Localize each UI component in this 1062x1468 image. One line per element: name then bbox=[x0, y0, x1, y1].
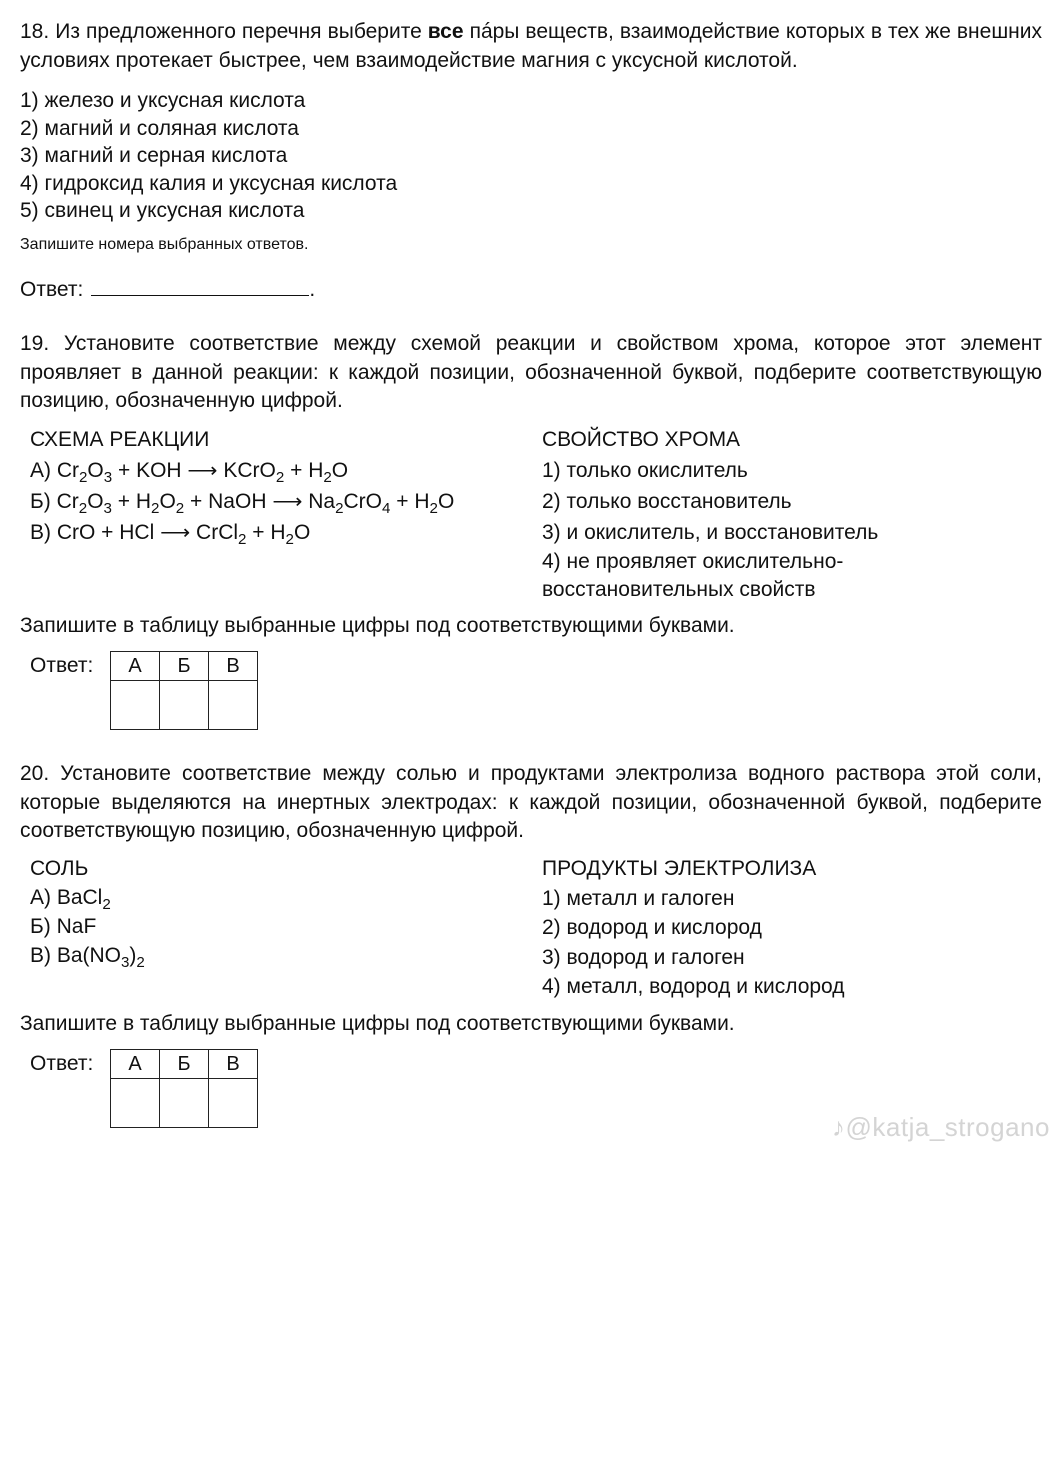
column-header-a: А bbox=[111, 1050, 160, 1079]
product-3: 3) водород и галоген bbox=[542, 945, 745, 969]
question-18-instruction: Запишите номера выбранных ответов. bbox=[20, 236, 309, 253]
question-text-part: Установите соответствие между солью и продуктами электролиза водного раствора этой соли, которые выделяются на инертных электродах: к каждой позиции, обозначенной буквой, подберите соответствующую позицию, обозначенную цифрой. bbox=[20, 762, 1042, 842]
electrolysis-products-column bbox=[542, 854, 922, 1002]
property-1: 1) только окислитель bbox=[542, 459, 748, 482]
question-18-options bbox=[20, 87, 1042, 225]
reaction-scheme-column bbox=[30, 424, 454, 548]
answer-cell-b[interactable] bbox=[160, 681, 209, 730]
reaction-a: А) $Cr_2O_3$ + KOH ⟶ KCrO$_2$ + $H_2O$ bbox=[30, 459, 349, 487]
question-19 bbox=[20, 330, 1042, 416]
product-1: 1) металл и галоген bbox=[542, 886, 735, 910]
answer-label: Ответ: bbox=[20, 278, 84, 301]
chromium-property-column bbox=[542, 424, 922, 604]
question-19-answer-table bbox=[110, 651, 258, 730]
question-18-text bbox=[20, 18, 1042, 75]
answer-cell-b[interactable] bbox=[160, 1079, 209, 1128]
reaction-b: Б) $Cr_2O_3 + H_2O_2$ + NaOH ⟶ $Na_2CrO_4 + H_2O$ bbox=[30, 490, 455, 518]
salt-c: В) $Ba(NO_3)_2$ bbox=[30, 944, 145, 972]
option-4: 4) гидроксид калия и уксусная кислота bbox=[20, 171, 398, 195]
option-1: 1) железо и уксусная кислота bbox=[20, 89, 306, 112]
question-number: 20. bbox=[20, 762, 50, 785]
reaction-scheme-header: СХЕМА РЕАКЦИИ bbox=[30, 428, 210, 451]
answer-cell-a[interactable] bbox=[111, 681, 160, 730]
question-number: 19. bbox=[20, 332, 50, 355]
salt-a: А) BaCl$_2$ bbox=[30, 886, 111, 914]
watermark-text: @katja_strogano bbox=[845, 1112, 1050, 1142]
product-4: 4) металл, водород и кислород bbox=[542, 975, 845, 998]
question-18-answer: Ответ: . bbox=[20, 278, 316, 301]
property-4: 4) не проявляет окислительно-восстановительных свойств bbox=[542, 550, 844, 601]
watermark bbox=[832, 1112, 1050, 1143]
question-20 bbox=[20, 760, 1042, 846]
music-note-icon: ♪ bbox=[832, 1112, 846, 1142]
question-text-part: Из предложенного перечня выберите bbox=[55, 20, 422, 43]
answer-cell-a[interactable] bbox=[111, 1079, 160, 1128]
question-20-text bbox=[20, 760, 1042, 846]
salt-column bbox=[30, 854, 145, 970]
question-18 bbox=[20, 18, 1042, 75]
column-header-a: А bbox=[111, 652, 160, 681]
reaction-c: В) CrO + HCl ⟶ CrCl$_2$ + $H_2O$ bbox=[30, 521, 311, 549]
option-2: 2) магний и соляная кислота bbox=[20, 116, 299, 140]
answer-blank[interactable] bbox=[91, 277, 309, 296]
emphasis-word: все bbox=[427, 20, 464, 43]
question-19-instruction: Запишите в таблицу выбранные цифры под соответствующими буквами. bbox=[20, 614, 735, 637]
column-header-b: Б bbox=[160, 652, 209, 681]
electrolysis-products-header: ПРОДУКТЫ ЭЛЕКТРОЛИЗА bbox=[542, 857, 817, 880]
salt-b: Б) NaF bbox=[30, 915, 97, 938]
question-19-text bbox=[20, 330, 1042, 416]
question-20-answer-table bbox=[110, 1049, 258, 1128]
option-5: 5) свинец и уксусная кислота bbox=[20, 199, 305, 222]
option-3: 3) магний и серная кислота bbox=[20, 144, 288, 167]
question-number: 18. bbox=[20, 20, 50, 43]
question-19-answer-label: Ответ: bbox=[30, 654, 94, 677]
column-header-b: Б bbox=[160, 1050, 209, 1079]
property-3: 3) и окислитель, и восстановитель bbox=[542, 521, 879, 544]
question-20-instruction: Запишите в таблицу выбранные цифры под соответствующими буквами. bbox=[20, 1012, 735, 1035]
answer-cell-c[interactable] bbox=[209, 681, 258, 730]
question-20-answer-label: Ответ: bbox=[30, 1052, 94, 1075]
salt-header: СОЛЬ bbox=[30, 857, 89, 880]
chromium-property-header: СВОЙСТВО ХРОМА bbox=[542, 428, 741, 451]
product-2: 2) водород и кислород bbox=[542, 916, 762, 939]
answer-cell-c[interactable] bbox=[209, 1079, 258, 1128]
question-text-part: пáры веществ, взаимодействие которых в тех же внешних условиях протекает быстрее, чем взаимодействие магния с уксусной кислотой. bbox=[20, 20, 1042, 72]
question-text-part: Установите соответствие между схемой реакции и свойством хрома, которое этот элемент проявляет в данной реакции: к каждой позиции, обозначенной буквой, подберите соответствующую позицию, обозначенную цифрой. bbox=[20, 332, 1042, 412]
property-2: 2) только восстановитель bbox=[542, 490, 792, 513]
column-header-c: В bbox=[209, 1050, 258, 1079]
column-header-c: В bbox=[209, 652, 258, 681]
